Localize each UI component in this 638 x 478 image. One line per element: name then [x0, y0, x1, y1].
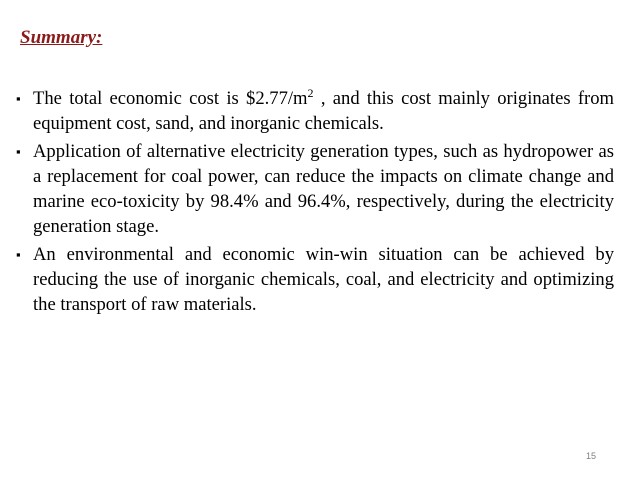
square-bullet-icon: ▪: [16, 247, 21, 262]
bullet-text-part: , and this cost mainly originates from equipment cost, sand, and inorganic chemicals.: [33, 88, 614, 134]
superscript-exponent: 2: [307, 85, 314, 100]
square-bullet-icon: ▪: [16, 91, 21, 106]
bullet-list: [16, 86, 614, 320]
square-bullet-icon: ▪: [16, 144, 21, 159]
slide-title: Summary:: [20, 27, 103, 48]
bullet-text-part: The total economic cost is $2.77/m: [33, 88, 308, 109]
bullet-text-win-win: An environmental and economic win-win situation can be achieved by reducing the use of inorganic chemicals, coal, and electricity and optimizing the transport of raw materials.: [33, 244, 614, 315]
bullet-item-alternative-electricity: [16, 139, 614, 239]
bullet-text-alternative-electricity: Application of alternative electricity generation types, such as hydropower as a replacement for coal power, can reduce the impacts on climate change and marine eco-toxicity by 98.4% and 96.4%, respectively, during the electricity generation stage.: [33, 141, 614, 237]
bullet-item-total-cost: [16, 86, 614, 136]
bullet-text-total-cost: [33, 86, 614, 136]
page-number: 15: [586, 451, 597, 461]
bullet-item-win-win: [16, 242, 614, 317]
